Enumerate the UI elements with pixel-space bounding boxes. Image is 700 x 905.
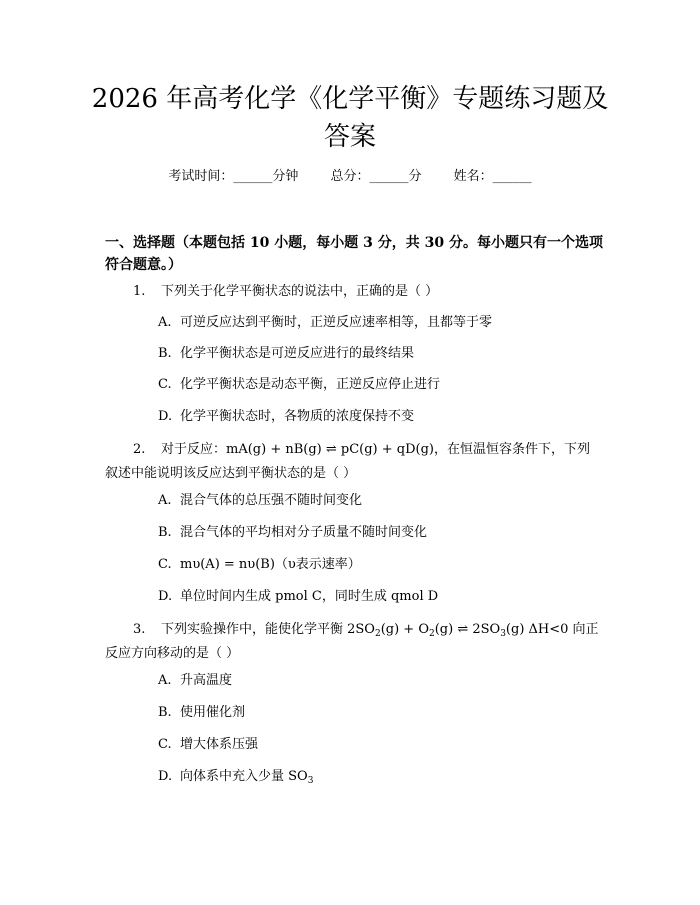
option-text: 混合气体的平均相对分子质量不随时间变化 bbox=[180, 525, 428, 540]
option-letter: A. bbox=[158, 673, 172, 688]
question-2-option-b bbox=[158, 524, 598, 542]
question-1 bbox=[105, 280, 600, 304]
option-text: 可逆反应达到平衡时，正逆反应速率相等，且都等于零 bbox=[180, 315, 493, 330]
exam-student-name: 姓名：______ bbox=[453, 169, 532, 184]
question-number: 1. bbox=[133, 284, 146, 299]
question-3-option-d bbox=[158, 768, 598, 786]
exam-total-score: 总分：______分 bbox=[330, 169, 422, 184]
option-text: 使用催化剂 bbox=[180, 705, 246, 720]
section-heading: 一、选择题（本题包括 10 小题，每小题 3 分，共 30 分。每小题只有一个选项符合题意。） bbox=[105, 235, 603, 273]
exam-time: 考试时间：______分钟 bbox=[168, 169, 299, 184]
option-text: 化学平衡状态时，各物质的浓度保持不变 bbox=[180, 409, 415, 424]
question-stem: 下列实验操作中，能使化学平衡 $2SO_2(g) + O_2(g)$ ⇌ $2SO_3(g)$ ΔH<0 向正反应方向移动的是（ ） bbox=[105, 622, 599, 661]
question-2 bbox=[105, 438, 600, 486]
option-text: 化学平衡状态是动态平衡，正逆反应停止进行 bbox=[180, 377, 441, 392]
question-3-option-b bbox=[158, 704, 598, 722]
option-text: 化学平衡状态是可逆反应进行的最终结果 bbox=[180, 346, 415, 361]
option-text: 混合气体的总压强不随时间变化 bbox=[180, 493, 363, 508]
option-letter: A. bbox=[158, 493, 172, 508]
option-letter: D. bbox=[158, 589, 173, 604]
option-letter: A. bbox=[158, 315, 172, 330]
option-subscript: 3 bbox=[307, 776, 314, 786]
option-text: 向体系中充入少量 SO bbox=[180, 769, 308, 784]
option-text: 升高温度 bbox=[180, 673, 233, 688]
question-3-option-c bbox=[158, 736, 598, 754]
option-text: mυ(A) = nυ(B)（υ表示速率） bbox=[180, 557, 361, 572]
question-1-option-c bbox=[158, 376, 598, 394]
question-1-option-a bbox=[158, 314, 598, 332]
question-number: 2. bbox=[133, 442, 146, 457]
document-title: 2026 年高考化学《化学平衡》专题练习题及答案 bbox=[91, 84, 609, 152]
option-letter: D. bbox=[158, 409, 173, 424]
option-letter: C. bbox=[158, 377, 172, 392]
question-2-option-c bbox=[158, 556, 598, 574]
question-3-option-a bbox=[158, 672, 598, 690]
question-1-option-b bbox=[158, 345, 598, 363]
option-letter: B. bbox=[158, 346, 172, 361]
question-stem: 下列关于化学平衡状态的说法中，正确的是（ ） bbox=[161, 284, 439, 299]
question-number: 3. bbox=[133, 622, 146, 637]
option-letter: C. bbox=[158, 557, 172, 572]
question-3 bbox=[105, 618, 600, 666]
exam-info-line bbox=[0, 168, 700, 186]
question-2-option-a bbox=[158, 492, 598, 510]
question-stem: 对于反应：mA(g) + nB(g) ⇌ pC(g) + qD(g)，在恒温恒容条件下，下列叙述中能说明该反应达到平衡状态的是（ ） bbox=[105, 442, 590, 481]
question-1-option-d bbox=[158, 408, 598, 426]
option-letter: D. bbox=[158, 769, 173, 784]
option-letter: C. bbox=[158, 737, 172, 752]
option-text: 增大体系压强 bbox=[180, 737, 259, 752]
option-letter: B. bbox=[158, 705, 172, 720]
question-2-option-d bbox=[158, 588, 598, 606]
option-letter: B. bbox=[158, 525, 172, 540]
option-text: 单位时间内生成 pmol C，同时生成 qmol D bbox=[180, 589, 439, 604]
